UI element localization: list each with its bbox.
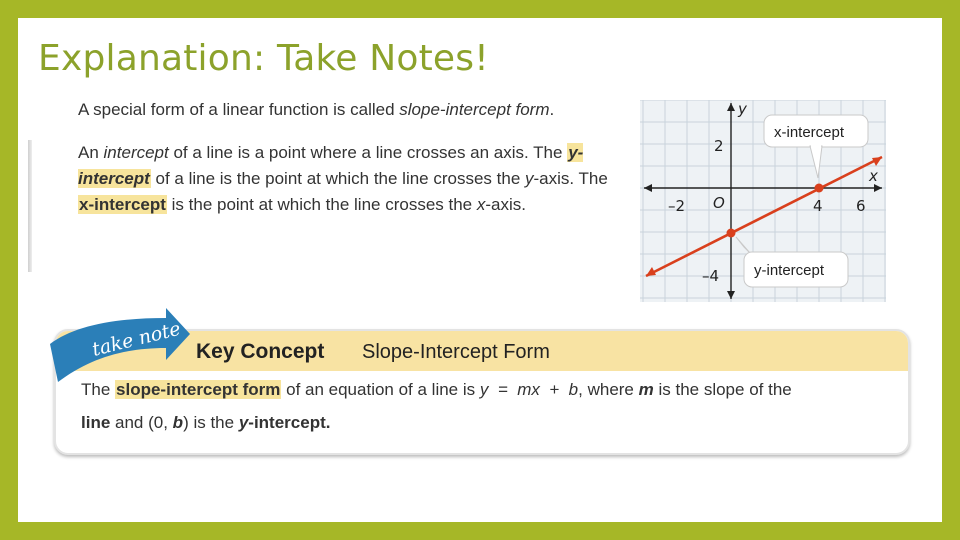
text-run: -axis. xyxy=(485,195,526,214)
text-run: of a line is a point where a line crosses an axis. The xyxy=(168,143,568,162)
key-concept-line-2 xyxy=(81,413,330,433)
x-tick-label: 4 xyxy=(813,197,823,215)
var-b: b xyxy=(172,413,184,432)
x-intercept-point xyxy=(815,184,824,193)
text-run: of an equation of a line is xyxy=(281,380,480,399)
text-run: A special form of a linear function is called xyxy=(78,100,400,119)
text-run: An xyxy=(78,143,104,162)
text-run: line xyxy=(81,413,111,432)
x-tick-label: 6 xyxy=(856,197,866,215)
key-concept-heading: Key Concept xyxy=(196,340,325,363)
term-intercept: intercept xyxy=(103,143,169,162)
y-tick-label: –4 xyxy=(702,267,720,285)
slide-title: Explanation: Take Notes! xyxy=(38,38,489,79)
origin-label: O xyxy=(713,194,725,212)
text-run: of a line is the point at which the line crosses the xyxy=(150,169,526,188)
intro-sentence xyxy=(78,100,554,120)
key-concept-subheading: Slope-Intercept Form xyxy=(362,341,550,363)
y-axis-label: y xyxy=(738,100,747,118)
text-run: is the slope of the xyxy=(653,380,792,399)
intercept-definition xyxy=(78,140,618,218)
callout-y-intercept-text: y-intercept xyxy=(754,262,825,279)
var-x: x xyxy=(476,195,486,214)
var-m: m xyxy=(638,380,654,399)
term-slope-intercept: slope-intercept form xyxy=(399,100,550,119)
text-run: , where xyxy=(578,380,639,399)
text-run: -intercept. xyxy=(248,413,331,432)
text-run: is the point at which the line crosses the xyxy=(166,195,477,214)
x-axis-label: x xyxy=(869,167,878,185)
x-tick-label: –2 xyxy=(668,197,686,215)
callout-pointer-mask xyxy=(811,144,821,148)
intercept-graph xyxy=(640,100,886,302)
callout-x-intercept-text: x-intercept xyxy=(774,124,845,141)
y-tick-label: 2 xyxy=(714,137,724,155)
decorative-edge xyxy=(28,140,32,272)
ribbon-text: take note xyxy=(89,317,183,361)
highlight-x-intercept: x-intercept xyxy=(79,195,166,214)
equation: y = mx + b xyxy=(479,380,579,399)
var-y: y xyxy=(525,169,534,188)
text-run: -axis. The xyxy=(533,169,608,188)
text-run: The xyxy=(81,380,116,399)
y-intercept-point xyxy=(727,229,736,238)
var-y: y xyxy=(238,413,249,432)
text-run: . xyxy=(549,100,555,119)
highlight-y-intercept: y-intercept xyxy=(78,143,584,188)
text-run: and (0, xyxy=(110,413,173,432)
text-run: ) is the xyxy=(183,413,239,432)
highlight-slope-intercept-form: slope-intercept form xyxy=(116,380,281,399)
take-note-ribbon xyxy=(44,304,194,386)
